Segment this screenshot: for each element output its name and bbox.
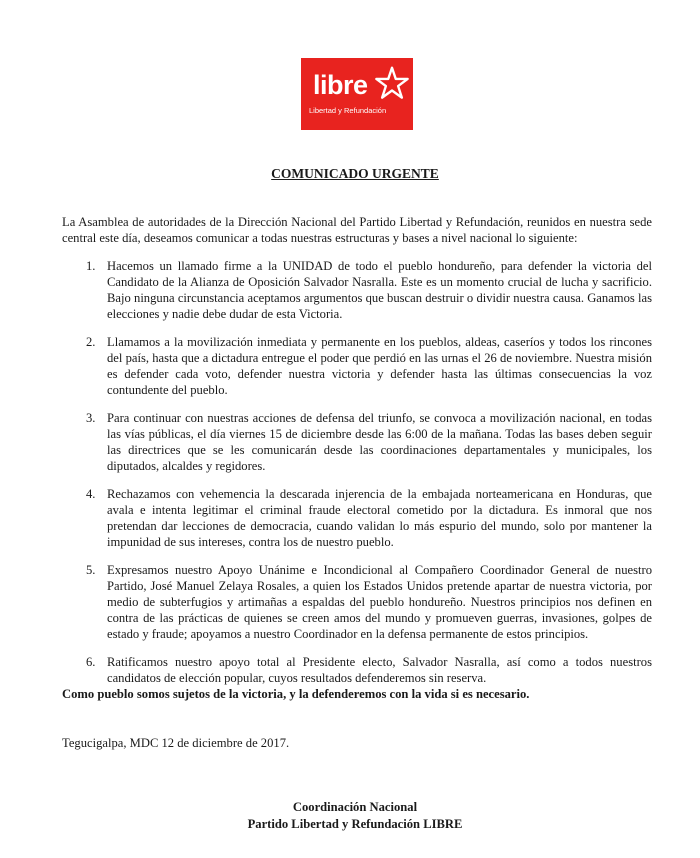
list-item [62, 258, 652, 322]
list-item-number: 1. [86, 259, 96, 273]
closing-statement: Como pueblo somos sujetos de la victoria, y la defenderemos con la vida si es necesario. [62, 687, 530, 701]
list-item [62, 334, 652, 398]
list-item [62, 562, 652, 642]
numbered-list [62, 258, 652, 698]
libre-logo [301, 58, 413, 130]
list-item [62, 486, 652, 550]
list-item-number: 2. [86, 335, 96, 349]
logo-word: libre [313, 70, 368, 100]
signature-block [0, 799, 700, 833]
list-item [62, 410, 652, 474]
intro-paragraph: La Asamblea de autoridades de la Dirección Nacional del Partido Libertad y Refundación, reunidos en nuestra sede central este día, deseamos comunicar a todas nuestras estructuras y bases a nivel nacional lo siguiente: [62, 215, 652, 245]
list-item [62, 654, 652, 686]
star-icon [375, 66, 409, 100]
list-item-text: Rechazamos con vehemencia la descarada injerencia de la embajada norteamericana en Honduras, que avala e intenta legitimar el criminal fraude electoral cometido por la dictadura. Es inmoral que nos pretendan dar lecciones de democracia, cuando validan lo más espurio del mundo, solo por mantener la impunidad de sus intereses, contra los de nuestro pueblo. [107, 487, 652, 549]
list-item-number: 5. [86, 563, 96, 577]
logo-subtitle: Libertad y Refundación [309, 106, 387, 115]
list-item-text: Para continuar con nuestras acciones de defensa del triunfo, se convoca a movilización nacional, en todas las vías públicas, el día viernes 15 de diciembre desde las 6:00 de la mañana. Todas las bases deben seguir las directrices que se les comunicarán desde las coordinaciones departamentales y municipales, los diputados, alcaldes y regidores. [107, 411, 652, 473]
list-item-number: 6. [86, 655, 96, 669]
signature-line-1: Coordinación Nacional [292, 800, 418, 814]
page-title: COMUNICADO URGENTE [271, 166, 439, 181]
list-item-number: 4. [86, 487, 96, 501]
date-line: Tegucigalpa, MDC 12 de diciembre de 2017. [62, 736, 290, 750]
signature-line-2: Partido Libertad y Refundación LIBRE [247, 817, 463, 831]
list-item-number: 3. [86, 411, 96, 425]
list-item-text: Expresamos nuestro Apoyo Unánime e Incondicional al Compañero Coordinador General de nuestro Partido, José Manuel Zelaya Rosales, a quien los Estados Unidos pretende apartar de nuestra victoria, por medio de subterfugios y artimañas a espaldas del pueblo hondureño. Nuestros principios nos definen en contra de las prácticas de quienes se creen amos del mundo y promueven guerras, invasiones, golpes de estado y fraude; apoyamos a nuestro Coordinador en la defensa permanente de estos principios. [107, 563, 652, 641]
list-item-text: Llamamos a la movilización inmediata y permanente en los pueblos, aldeas, caseríos y todos los rincones del país, hasta que a dictadura entregue el poder que perdió en las urnas el 26 de noviembre. Nuestra misión es defender cada voto, defender nuestra victoria y defender hasta las últimas consecuencias la voz contundente del pueblo. [107, 335, 652, 397]
list-item-text: Ratificamos nuestro apoyo total al Presidente electo, Salvador Nasralla, así como a todos nuestros candidatos de elección popular, cuyos resultados defenderemos sin reserva. [107, 655, 652, 685]
list-item-text: Hacemos un llamado firme a la UNIDAD de todo el pueblo hondureño, para defender la victoria del Candidato de la Alianza de Oposición Salvador Nasralla. Este es un momento crucial de lucha y sacrificio. Bajo ninguna circunstancia aceptamos argumentos que buscan destruir o dividir nuestra causa. Ganamos las elecciones y nadie debe dudar de esta Victoria. [107, 259, 652, 321]
